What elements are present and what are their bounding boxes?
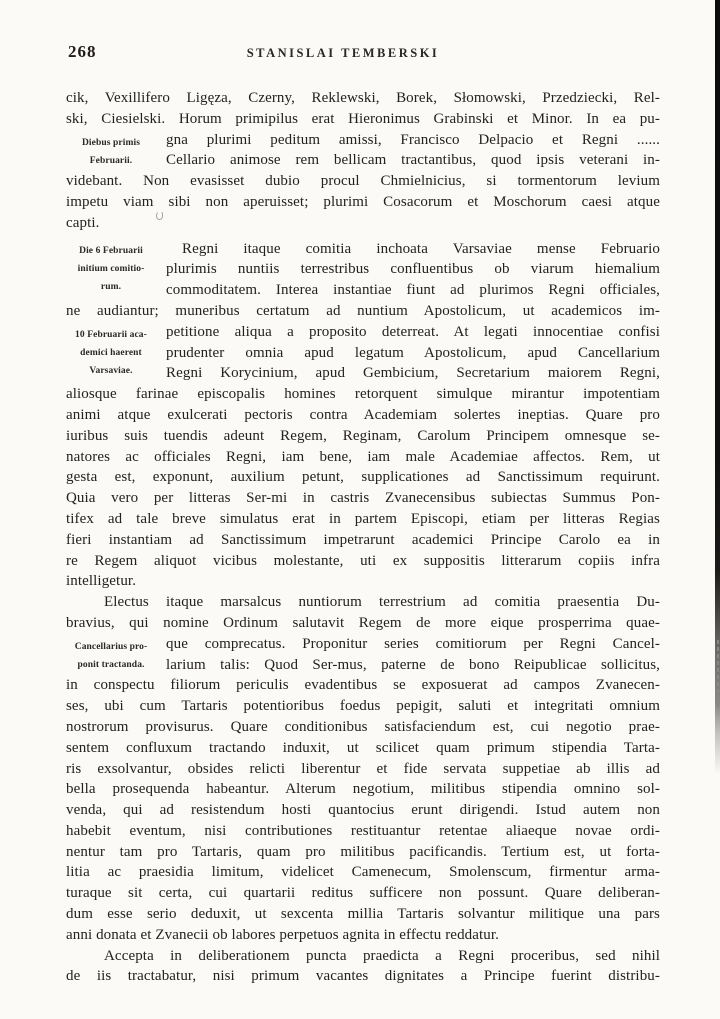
text-line: in conspectu filiorum periculis evadentibus se exposuerat ad campos Zvanecen- (66, 677, 660, 694)
margin-note-line: ponit tractanda. (77, 660, 145, 671)
text-line: ris exsolvantur, obsides relicti liberentur et fide servata suppetiae ab illis ad (66, 760, 660, 777)
text-line: impetu viam sibi non aperuisset; plurimi Cosacorum et Moschorum caesi atque (66, 193, 660, 210)
text-line: Electus itaque marsalcus nuntiorum terrestrium ad comitia praesentia Du- (104, 594, 660, 611)
margin-note-line: Varsaviae. (89, 366, 133, 377)
text-line: fieri instantiam ad Sanctissimum impetrarunt academici Principe Carolo ea in (66, 531, 660, 548)
text-line: bella prosequenda habeantur. Alterum negotium, militibus stipendia omnino sol- (66, 781, 660, 798)
text-line: nostrorum provisurus. Quare conditionibus satisfaciendum est, cui negotio prae- (66, 718, 660, 735)
text-line: ski, Ciesielski. Horum primipilus erat Hieronimus Grabinski et Minor. In ea pu- (66, 110, 660, 127)
text-line: de iis tractabatur, nisi primum vacantes dignitates a Principe fuerint distribu- (66, 968, 660, 985)
text-line: litia ac praesidia limitum, videlicet Camenecum, Smolenscum, firmentur arma- (66, 864, 660, 881)
text-line: habebit eventum, nisi contributiones restituantur retentae aliaeque novae ordi- (66, 822, 660, 839)
text-line: cik, Vexillifero Ligęza, Czerny, Reklewski, Borek, Słomowski, Przedziecki, Rel- (66, 90, 660, 106)
text-line: bravius, qui nomine Ordinum salutavit Regem de more eique prosperrima quae- (66, 614, 660, 631)
text-line: natores ac officiales Regni, iam bene, iam male Academiae affectos. Rem, ut (66, 448, 660, 465)
text-line: turaque sit certa, cui quartarii reditus sufficere non possunt. Quare deliberan- (66, 885, 660, 902)
text-line: iuribus suis tuendis adeunt Regem, Reginam, Carolum Principem omnesque se- (66, 427, 660, 444)
binding-shadow-edge-lower (717, 640, 719, 710)
text-line: tifex ad tale breve simulatus erat in partem Episcopi, etiam per litteras Regias (66, 510, 660, 527)
text-line: re Regem aliquot vicibus molestante, uti ex suppositis litterarum copiis infra (66, 552, 660, 569)
text-line: larium talis: Quod Ser-mus, paterne de bono Reipublicae sollicitus, (166, 656, 660, 673)
margin-note-line: Februarii. (89, 156, 133, 167)
text-line: Quia vero per litteras Ser-mi in castris Zvanecensibus subiectas Summus Pon- (66, 490, 660, 507)
margin-note-line: demici haerent (80, 348, 142, 359)
text-line: dum esse serio deduxit, ut sexcenta millia Tartaris solvantur militique una pars (66, 906, 660, 923)
text-line: petitione aliqua a proposito deterreat. At legati innocentiae confisi (166, 323, 660, 340)
text-line: prudenter omnia apud legatum Apostolicum, apud Cancellarium (166, 344, 660, 361)
text-line: gna plurimi peditum amissi, Francisco Delpacio et Regni ...... (166, 131, 660, 148)
text-line: venda, qui ad resistendum hosti quantocius erunt dirigendi. Istud autem non (66, 802, 660, 819)
page-header (66, 42, 660, 64)
text-line: sentem confluxum tractando induxit, ut scilicet quam primum stipendia Tarta- (66, 739, 660, 756)
text-line: videbant. Non evasisset dubio procul Chmielnicius, si tormentorum levium (66, 173, 660, 190)
text-line: gesta est, exponunt, auxilium petunt, supplicationes ad Sanctissimum requirunt. (66, 469, 660, 486)
text-line: ses, ubi cum Tartaris potentioribus foedus pepigit, saluti et integritati omnium (66, 698, 660, 715)
margin-note-line: Diebus primis (81, 138, 141, 148)
text-line: capti. (66, 214, 100, 231)
text-line: Regni Korycinium, apud Gembicium, Secretarium maiorem Regni, (166, 365, 660, 382)
margin-note-line: 10 Februarii aca- (75, 330, 147, 340)
running-title: STANISLAI TEMBERSKI (246, 46, 440, 60)
text-line: que comprecatus. Proponitur series comitiorum per Regni Cancel- (166, 635, 660, 652)
scan-artifact-speck (156, 211, 163, 220)
text-line: Regni itaque comitia inchoata Varsaviae mense Februario (182, 240, 660, 257)
body-text (66, 88, 660, 987)
margin-note-line: rum. (100, 282, 122, 293)
text-line: Accepta in deliberationem puncta praedicta a Regni proceribus, sed nihil (104, 947, 660, 964)
text-line: aliosque farinae episcopalis homines retorquent simulque mirantur impotentiam (66, 386, 660, 403)
text-line: anni donata et Zvanecii ob labores perpetuos agnita in effectu reddatur. (66, 926, 500, 943)
text-line: intelligetur. (66, 573, 137, 590)
margin-note-line: initium comitio- (77, 264, 145, 275)
text-line: animi atque exulcerati pectoris contra Academiam solertes ineptias. Quare pro (66, 406, 660, 423)
margin-note-line: Die 6 Februarii (79, 246, 143, 256)
text-line: commoditatem. Interea instantiae fiunt ad plurimos Regni officiales, (166, 282, 660, 299)
text-line: plurimis nuntiis terrestribus confluentibus ob viarum hiemalium (166, 261, 660, 278)
margin-note-line: Cancellarius pro- (74, 642, 148, 652)
text-line: Cellario animose rem bellicam tractantibus, quod ipsis veterani in- (166, 152, 660, 169)
text-line: nentur tam pro Tartaris, quam pro militibus pacificandis. Tertium est, ut forta- (66, 843, 660, 860)
binding-shadow-edge (715, 0, 720, 1019)
text-line: ne audiantur; muneribus certatum ad nuntium Apostolicum, ut academicos im- (66, 302, 660, 319)
page-number: 268 (68, 42, 97, 61)
